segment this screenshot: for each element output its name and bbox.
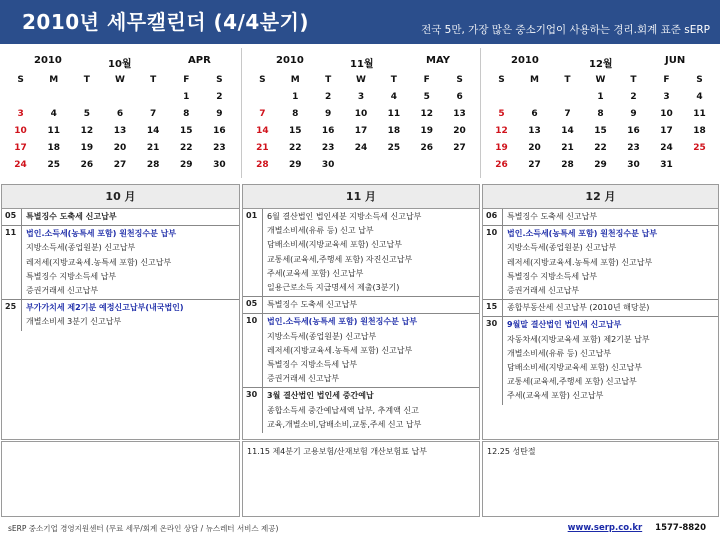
calendar-december bbox=[481, 48, 720, 180]
calendar-day: 9 bbox=[216, 109, 223, 119]
calendar-day: 15 bbox=[289, 126, 302, 136]
calendar-day: 12 bbox=[495, 126, 508, 136]
weekday-label: F bbox=[663, 75, 670, 85]
calendar-day: 15 bbox=[594, 126, 607, 136]
calendar-day: 23 bbox=[321, 143, 335, 153]
calendar-day: 19 bbox=[80, 143, 94, 153]
calendar-day: 25 bbox=[47, 160, 60, 170]
entry-line: 담배소비세(지방교육세 포함) 신고납부 bbox=[507, 363, 642, 373]
calendar-day: 11 bbox=[693, 109, 706, 119]
calendar-day: 16 bbox=[627, 126, 640, 136]
entry-body bbox=[263, 388, 479, 433]
calendar-day: 3 bbox=[663, 92, 670, 102]
entry-line: 주세(교육세 포함) 신고납부 bbox=[507, 391, 604, 401]
calendar-day: 10 bbox=[660, 109, 673, 119]
calendar-day: 2 bbox=[216, 92, 223, 102]
entry-line: 일용근로소득 지급명세서 제출(3분기) bbox=[267, 283, 400, 293]
calendar-day: 26 bbox=[420, 143, 433, 153]
calendar-day: 16 bbox=[321, 126, 335, 136]
schedule-month-header: 10 月 bbox=[2, 185, 239, 209]
cal-grid bbox=[246, 72, 476, 174]
cal-year: 2010 bbox=[34, 55, 62, 66]
note-text bbox=[2, 442, 239, 446]
calendar-day: 22 bbox=[594, 143, 607, 153]
schedule-entries bbox=[2, 209, 239, 331]
calendar-day: 6 bbox=[531, 109, 538, 119]
entry-line: 부가가치세 제2기분 예정신고납부(내국법인) bbox=[26, 303, 184, 313]
weekday-label: T bbox=[83, 75, 90, 85]
entry-day: 05 bbox=[2, 209, 22, 225]
calendar-day: 26 bbox=[80, 160, 94, 170]
calendar-day bbox=[246, 89, 279, 106]
calendar-day: 19 bbox=[420, 126, 433, 136]
calendar-day: 13 bbox=[528, 126, 541, 136]
cal-year: 2010 bbox=[276, 55, 304, 66]
entry-line: 3월 결산법인 법인세 중간예납 bbox=[267, 391, 374, 401]
calendar-day: 1 bbox=[597, 92, 604, 102]
calendar-day: 29 bbox=[180, 160, 193, 170]
calendar-day bbox=[4, 89, 37, 106]
schedule-entries bbox=[243, 209, 479, 433]
calendar-day: 5 bbox=[498, 109, 505, 119]
schedule-october bbox=[1, 184, 240, 440]
cal-grid bbox=[485, 72, 716, 174]
calendar-day: 17 bbox=[354, 126, 368, 136]
weekday-label: S bbox=[17, 75, 24, 85]
entry-line: 종합부동산세 신고납부 (2010년 해당분) bbox=[507, 303, 650, 313]
weekday-label: M bbox=[49, 75, 59, 85]
calendar-day: 3 bbox=[17, 109, 24, 119]
entry-line: 특별징수 지방소득세 납부 bbox=[267, 360, 358, 370]
entry-line: 자동차세(지방교육세 포함) 제2기분 납부 bbox=[507, 334, 650, 344]
calendar-day: 6 bbox=[116, 109, 124, 119]
weekday-label: S bbox=[216, 75, 223, 85]
entry-day: 05 bbox=[243, 297, 263, 313]
calendar-day: 28 bbox=[561, 160, 574, 170]
calendar-day bbox=[485, 89, 518, 106]
calendar-day: 18 bbox=[387, 126, 401, 136]
entry-line: 법인.소득세(농특세 포함) 원천징수분 납부 bbox=[267, 317, 418, 327]
weekday-label: T bbox=[390, 75, 397, 85]
calendar-day: 28 bbox=[146, 160, 160, 170]
calendar-day: 7 bbox=[259, 109, 266, 119]
calendar-day: 9 bbox=[630, 109, 637, 119]
calendar-day bbox=[377, 157, 410, 174]
calendar-day: 19 bbox=[495, 143, 508, 153]
cal-month-eng: MAY bbox=[426, 55, 450, 66]
footer bbox=[0, 521, 720, 539]
calendar-day bbox=[551, 89, 584, 106]
schedule-entry bbox=[483, 317, 718, 404]
weekday-label: W bbox=[115, 75, 125, 85]
calendar-day: 11 bbox=[47, 126, 60, 136]
note-box-october bbox=[1, 441, 240, 517]
cal-year: 2010 bbox=[511, 55, 539, 66]
weekday-label: T bbox=[630, 75, 637, 85]
weekday-label: T bbox=[564, 75, 571, 85]
calendar-day: 17 bbox=[660, 126, 673, 136]
calendar-day: 24 bbox=[354, 143, 368, 153]
entry-day: 06 bbox=[483, 209, 503, 225]
entry-line: 특별징수 도축세 신고납부 bbox=[267, 300, 358, 310]
header-bar bbox=[0, 0, 720, 44]
calendar-day: 15 bbox=[180, 126, 193, 136]
entry-line: 담배소비세(지방교육세 포함) 신고납부 bbox=[267, 240, 402, 250]
calendar-day: 2 bbox=[630, 92, 637, 102]
entry-body bbox=[22, 300, 239, 330]
entry-line: 레저세(지방교육세.농특세 포함) 신고납부 bbox=[507, 257, 653, 267]
entry-line: 증권거래세 신고납부 bbox=[26, 286, 99, 296]
calendar-day: 23 bbox=[627, 143, 640, 153]
calendar-day: 7 bbox=[150, 109, 157, 119]
website-link[interactable]: www.serp.co.kr bbox=[567, 523, 643, 533]
calendar-day: 29 bbox=[289, 160, 302, 170]
calendar-day: 25 bbox=[693, 143, 706, 153]
schedule-entry bbox=[483, 226, 718, 300]
calendar-day: 21 bbox=[561, 143, 574, 153]
calendar-day: 13 bbox=[113, 126, 127, 136]
calendar-day: 27 bbox=[453, 143, 466, 153]
entry-day: 10 bbox=[483, 226, 503, 299]
calendar-day: 12 bbox=[80, 126, 94, 136]
calendar-day: 3 bbox=[357, 92, 365, 102]
entry-line: 개별소비세 3분기 신고납부 bbox=[26, 317, 122, 327]
footer-center-name: sERP 중소기업 경영지원센터 (무료 세무/회계 온라인 상담 / 뉴스레터 서비스 제공) bbox=[8, 524, 279, 533]
entry-line: 특별징수 도축세 신고납부 bbox=[507, 212, 598, 221]
entry-line: 특별징수 지방소득세 납부 bbox=[26, 271, 117, 281]
calendar-day: 29 bbox=[594, 160, 607, 170]
entry-body bbox=[22, 226, 239, 299]
weekday-label: S bbox=[259, 75, 266, 85]
calendar-day: 16 bbox=[213, 126, 226, 136]
weekday-label: M bbox=[290, 75, 300, 85]
calendar-day: 4 bbox=[696, 92, 703, 102]
calendar-day: 26 bbox=[495, 160, 508, 170]
schedule-month-header: 12 月 bbox=[483, 185, 718, 209]
calendar-day bbox=[443, 157, 476, 174]
weekday-label: S bbox=[696, 75, 703, 85]
calendar-day: 12 bbox=[420, 109, 433, 119]
calendar-day: 21 bbox=[146, 143, 160, 153]
calendar-day: 5 bbox=[423, 92, 430, 102]
calendar-day: 4 bbox=[50, 109, 57, 119]
entry-line: 주세(교육세 포함) 신고납부 bbox=[267, 268, 364, 278]
weekday-label: F bbox=[423, 75, 430, 85]
entry-line: 레저세(지방교육세.농특세 포함) 신고납부 bbox=[26, 257, 172, 267]
calendar-day bbox=[70, 89, 103, 106]
calendar-day: 20 bbox=[528, 143, 541, 153]
cal-month: 12월 bbox=[589, 59, 613, 70]
weekday-label: W bbox=[356, 75, 366, 85]
cal-month-eng: JUN bbox=[665, 55, 686, 66]
entry-line: 교육,개별소비,담배소비,교통,주세 신고 납부 bbox=[267, 419, 422, 429]
entry-line: 지방소득세(종업원분) 신고납부 bbox=[507, 243, 617, 253]
entry-day: 30 bbox=[243, 388, 263, 433]
schedule-entry bbox=[243, 209, 479, 297]
entry-body bbox=[263, 297, 479, 313]
weekday-label: T bbox=[325, 75, 332, 85]
calendar-day: 27 bbox=[528, 160, 541, 170]
calendar-day: 1 bbox=[292, 92, 299, 102]
schedule-entry bbox=[2, 226, 239, 300]
calendar-day: 22 bbox=[180, 143, 193, 153]
calendar-day: 8 bbox=[597, 109, 604, 119]
cal-grid bbox=[4, 72, 236, 174]
calendar-day: 8 bbox=[183, 109, 190, 119]
calendar-day bbox=[137, 89, 170, 106]
calendar-day: 30 bbox=[321, 160, 335, 170]
entry-line: 증권거래세 신고납부 bbox=[507, 286, 580, 296]
calendar-day bbox=[518, 89, 551, 106]
calendar-day: 4 bbox=[390, 92, 397, 102]
schedule-entries bbox=[483, 209, 718, 405]
entry-line: 교통세(교육세,주행세 포함) 자진신고납부 bbox=[267, 254, 413, 264]
calendar-day: 24 bbox=[14, 160, 27, 170]
weekday-label: F bbox=[183, 75, 190, 85]
calendar-day: 30 bbox=[627, 160, 640, 170]
entry-body bbox=[503, 226, 718, 299]
entry-line: 지방소득세(종업원분) 신고납부 bbox=[26, 243, 136, 253]
entry-day: 30 bbox=[483, 317, 503, 404]
cal-month: 11월 bbox=[350, 59, 374, 70]
calendar-day bbox=[683, 157, 716, 174]
calendar-day: 22 bbox=[289, 143, 302, 153]
calendar-day: 7 bbox=[564, 109, 571, 119]
schedule-entry bbox=[483, 300, 718, 317]
entry-day: 10 bbox=[243, 314, 263, 387]
calendar-day: 14 bbox=[256, 126, 269, 136]
entry-day: 25 bbox=[2, 300, 22, 330]
calendar-day: 25 bbox=[387, 143, 401, 153]
weekday-label: T bbox=[150, 75, 157, 85]
schedule-december bbox=[482, 184, 719, 440]
entry-body bbox=[503, 317, 718, 404]
cal-month-eng: APR bbox=[188, 55, 211, 66]
schedule-entry bbox=[243, 314, 479, 388]
calendar-day bbox=[37, 89, 70, 106]
entry-line: 레저세(지방교육세.농특세 포함) 신고납부 bbox=[267, 345, 413, 355]
schedule-month-header: 11 月 bbox=[243, 185, 479, 209]
calendar-day bbox=[410, 157, 443, 174]
phone-number: 1577-8820 bbox=[655, 523, 706, 533]
note-text: 12.25 성탄절 bbox=[487, 447, 536, 456]
note-box-december bbox=[482, 441, 719, 517]
entry-line: 지방소득세(종업원분) 신고납부 bbox=[267, 331, 377, 341]
entry-body bbox=[503, 209, 718, 225]
calendar-day: 10 bbox=[354, 109, 368, 119]
calendar-day: 6 bbox=[456, 92, 463, 102]
schedule-november bbox=[242, 184, 480, 440]
entry-line: 특별징수 지방소득세 납부 bbox=[507, 271, 598, 281]
calendar-day: 20 bbox=[453, 126, 466, 136]
calendar-day: 14 bbox=[561, 126, 574, 136]
calendar-day: 20 bbox=[113, 143, 127, 153]
calendar-day: 18 bbox=[693, 126, 706, 136]
cal-month: 10월 bbox=[108, 59, 132, 70]
calendar-day: 14 bbox=[146, 126, 160, 136]
entry-line: 종합소득세 중간예납세액 납부, 추계액 신고 bbox=[267, 405, 419, 415]
weekday-label: W bbox=[595, 75, 606, 85]
calendar-november bbox=[242, 48, 480, 180]
calendar-day: 23 bbox=[213, 143, 226, 153]
entry-line: 6월 결산법인 법인세분 지방소득세 신고납부 bbox=[267, 212, 422, 221]
note-box-november bbox=[242, 441, 480, 517]
entry-line: 개별소비세(유류 등) 신고 납부 bbox=[267, 226, 374, 236]
weekday-label: S bbox=[498, 75, 505, 85]
entry-body bbox=[263, 314, 479, 387]
calendar-day: 24 bbox=[660, 143, 673, 153]
schedule-entry bbox=[2, 209, 239, 226]
calendar-day: 17 bbox=[14, 143, 27, 153]
schedule-entry bbox=[243, 388, 479, 433]
page-title: 2010년 세무캘린더 (4/4분기) bbox=[22, 10, 310, 34]
entry-line: 개별소비세(유류 등) 신고납부 bbox=[507, 348, 612, 358]
schedule-entry bbox=[243, 297, 479, 314]
entry-line: 9월말 결산법인 법인세 신고납부 bbox=[507, 320, 622, 330]
page-subtitle: 전국 5만, 가장 많은 중소기업이 사용하는 경리.회계 표준 sERP bbox=[421, 24, 710, 36]
entry-line: 법인.소득세(농특세 포함) 원천징수분 납부 bbox=[26, 229, 177, 239]
weekday-label: M bbox=[530, 75, 539, 85]
calendar-day: 1 bbox=[183, 92, 190, 102]
calendar-day: 10 bbox=[14, 126, 27, 136]
entry-line: 법인.소득세(농특세 포함) 원천징수분 납부 bbox=[507, 229, 658, 239]
calendar-day: 27 bbox=[113, 160, 127, 170]
calendar-day bbox=[345, 157, 378, 174]
calendar-day: 8 bbox=[292, 109, 299, 119]
entry-body bbox=[263, 209, 479, 296]
calendar-day: 13 bbox=[453, 109, 466, 119]
weekday-label: S bbox=[456, 75, 463, 85]
entry-body bbox=[22, 209, 239, 225]
calendar-october bbox=[0, 48, 240, 180]
entry-line: 증권거래세 신고납부 bbox=[267, 374, 340, 384]
calendar-day: 28 bbox=[256, 160, 269, 170]
calendar-day: 11 bbox=[387, 109, 401, 119]
schedule-entry bbox=[483, 209, 718, 226]
entry-day: 01 bbox=[243, 209, 263, 296]
entry-line: 특별징수 도축세 신고납부 bbox=[26, 212, 117, 221]
entry-day: 11 bbox=[2, 226, 22, 299]
calendar-day: 31 bbox=[660, 160, 673, 170]
entry-body bbox=[503, 300, 718, 316]
note-text: 11.15 제4분기 고용보험/산재보험 개산보험료 납부 bbox=[247, 447, 427, 456]
entry-line: 교통세(교육세,주행세 포함) 신고납부 bbox=[507, 377, 637, 387]
calendar-day: 5 bbox=[83, 109, 90, 119]
calendar-day: 18 bbox=[47, 143, 60, 153]
schedule-entry bbox=[2, 300, 239, 330]
calendar-day bbox=[103, 89, 136, 106]
calendar-day: 21 bbox=[256, 143, 269, 153]
calendar-day: 2 bbox=[325, 92, 332, 102]
calendar-day: 9 bbox=[325, 109, 332, 119]
footer-contact bbox=[568, 523, 706, 533]
entry-day: 15 bbox=[483, 300, 503, 316]
calendar-day: 30 bbox=[213, 160, 226, 170]
